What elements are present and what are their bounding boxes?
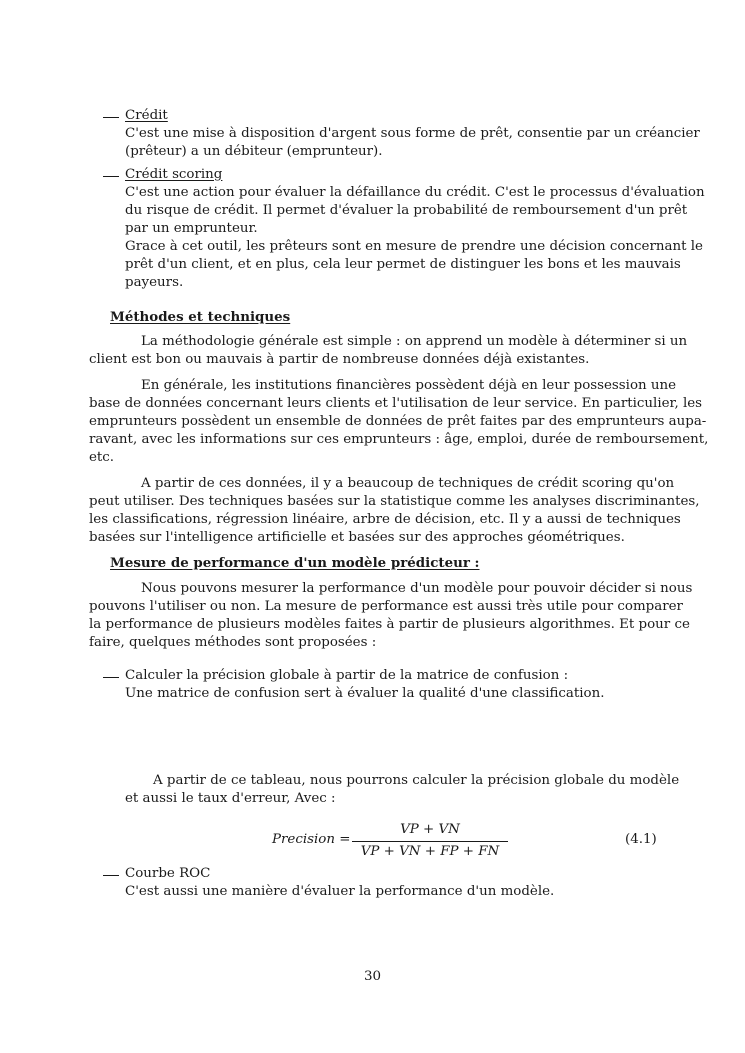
text-line: faire, quelques méthodes sont proposées :: [89, 635, 377, 650]
page-number: 30: [364, 969, 382, 984]
term-credit: Crédit: [125, 108, 168, 123]
equation-number: (4.1): [625, 832, 657, 847]
text-line: par un emprunteur.: [125, 221, 258, 236]
text-line: emprunteurs possèdent un ensemble de données de prêt faites par des emprunteurs aupa-: [89, 414, 707, 429]
text-line: base de données concernant leurs clients et l'utilisation de leur service. En particulier, les: [89, 396, 703, 411]
text-line: En générale, les institutions financières possèdent déjà en leur possession une: [141, 378, 677, 393]
section-heading-methodes: Méthodes et techniques: [110, 309, 291, 325]
equation-denominator: VP + VN + FP + FN: [360, 844, 500, 859]
text-line: (prêteur) a un débiteur (emprunteur).: [125, 144, 383, 159]
text-line: client est bon ou mauvais à partir de nombreuse données déjà existantes.: [89, 352, 590, 367]
text-line: Courbe ROC: [125, 866, 211, 881]
fraction-bar: [352, 841, 508, 842]
term-credit-scoring: Crédit scoring: [125, 167, 223, 182]
equation-lhs: Precision =: [272, 832, 351, 847]
text-line: payeurs.: [125, 275, 184, 290]
text-line: Nous pouvons mesurer la performance d'un modèle pour pouvoir décider si nous: [141, 581, 693, 596]
text-line: peut utiliser. Des techniques basées sur la statistique comme les analyses discriminantes,: [89, 494, 700, 509]
bullet-dash: [103, 117, 119, 118]
text-line: Grace à cet outil, les prêteurs sont en mesure de prendre une décision concernant le: [125, 239, 703, 254]
text-line: La méthodologie générale est simple : on apprend un modèle à déterminer si un: [141, 334, 688, 349]
text-line: ravant, avec les informations sur ces emprunteurs : âge, emploi, durée de remboursement,: [89, 432, 709, 447]
text-line: etc.: [89, 450, 115, 465]
text-line: C'est une mise à disposition d'argent sous forme de prêt, consentie par un créancier: [125, 126, 700, 141]
bullet-dash: [103, 176, 119, 177]
text-line: Une matrice de confusion sert à évaluer la qualité d'une classification.: [125, 686, 605, 701]
text-line: les classifications, régression linéaire, arbre de décision, etc. Il y a aussi de techniques: [89, 512, 681, 527]
text-line: du risque de crédit. Il permet d'évaluer la probabilité de remboursement d'un prêt: [125, 203, 688, 218]
section-heading-mesure: Mesure de performance d'un modèle prédicteur :: [110, 555, 480, 571]
text-line: A partir de ce tableau, nous pourrons calculer la précision globale du modèle: [153, 773, 680, 788]
text-line: basées sur l'intelligence artificielle et basées sur des approches géométriques.: [89, 530, 625, 545]
bullet-dash: [103, 677, 119, 678]
equation-numerator: VP + VN: [400, 822, 460, 837]
text-line: et aussi le taux d'erreur, Avec :: [125, 791, 336, 806]
text-line: Calculer la précision globale à partir de la matrice de confusion :: [125, 668, 569, 683]
text-line: C'est une action pour évaluer la défaillance du crédit. C'est le processus d'évaluation: [125, 185, 705, 200]
text-line: prêt d'un client, et en plus, cela leur permet de distinguer les bons et les mauvais: [125, 257, 681, 272]
equation-fraction: [352, 822, 508, 862]
text-line: la performance de plusieurs modèles faites à partir de plusieurs algorithmes. Et pour ce: [89, 617, 690, 632]
text-line: A partir de ces données, il y a beaucoup de techniques de crédit scoring qu'on: [141, 476, 675, 491]
bullet-dash: [103, 875, 119, 876]
text-line: pouvons l'utiliser ou non. La mesure de performance est aussi très utile pour comparer: [89, 599, 683, 614]
text-line: C'est aussi une manière d'évaluer la performance d'un modèle.: [125, 884, 555, 899]
